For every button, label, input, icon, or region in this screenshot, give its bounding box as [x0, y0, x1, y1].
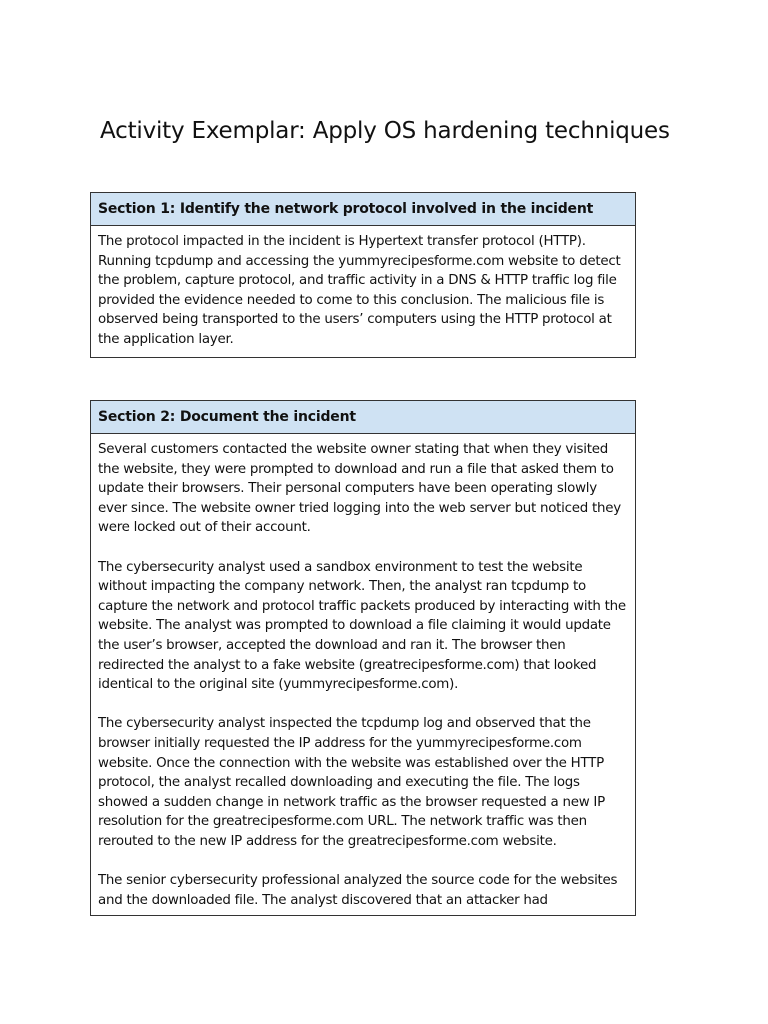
- section-2-paragraph: The senior cybersecurity professional analyzed the source code for the websites and the downloaded file. The analyst discovered that an attacker had: [98, 873, 618, 908]
- section-1-heading: Section 1: Identify the network protocol involved in the incident: [91, 193, 635, 226]
- section-1-paragraph: The protocol impacted in the incident is Hypertext transfer protocol (HTTP). Running tcpdump and accessing the yummyrecipesforme.com website to detect the problem, capture protocol, and traffic activity in a DNS & HTTP traffic log file provided the evidence needed to come to this conclusion. The malicious file is observed being transported to the users’ computers using the HTTP protocol at the application layer.: [98, 234, 621, 347]
- document-title: Activity Exemplar: Apply OS hardening techniques: [100, 118, 670, 144]
- section-2-paragraph: The cybersecurity analyst used a sandbox environment to test the website without impacting the company network. Then, the analyst ran tcpdump to capture the network and protocol traffic packets produced by interacting with the website. The analyst was prompted to download a file claiming it would update the user’s browser, accepted the download and ran it. The browser then redirected the analyst to a fake website (greatrecipesforme.com) that looked identical to the original site (yummyrecipesforme.com).: [98, 559, 626, 693]
- section-2-table: [90, 400, 636, 916]
- section-2-heading: Section 2: Document the incident: [91, 401, 635, 434]
- section-2-body: [91, 434, 635, 910]
- section-1-body: [91, 226, 635, 350]
- section-2-paragraph: Several customers contacted the website owner stating that when they visited the website, they were prompted to download and run a file that asked them to update their browsers. Their personal computers have been operating slowly ever since. The website owner tried logging into the web server but noticed they were locked out of their account.: [98, 442, 621, 536]
- section-1-table: [90, 192, 636, 358]
- section-2-paragraph: The cybersecurity analyst inspected the tcpdump log and observed that the browser initially requested the IP address for the yummyrecipesforme.com website. Once the connection with the website was established over the HTTP protocol, the analyst recalled downloading and executing the file. The logs showed a sudden change in network traffic as the browser requested a new IP resolution for the greatrecipesforme.com URL. The network traffic was then rerouted to the new IP address for the greatrecipesforme.com website.: [98, 716, 605, 849]
